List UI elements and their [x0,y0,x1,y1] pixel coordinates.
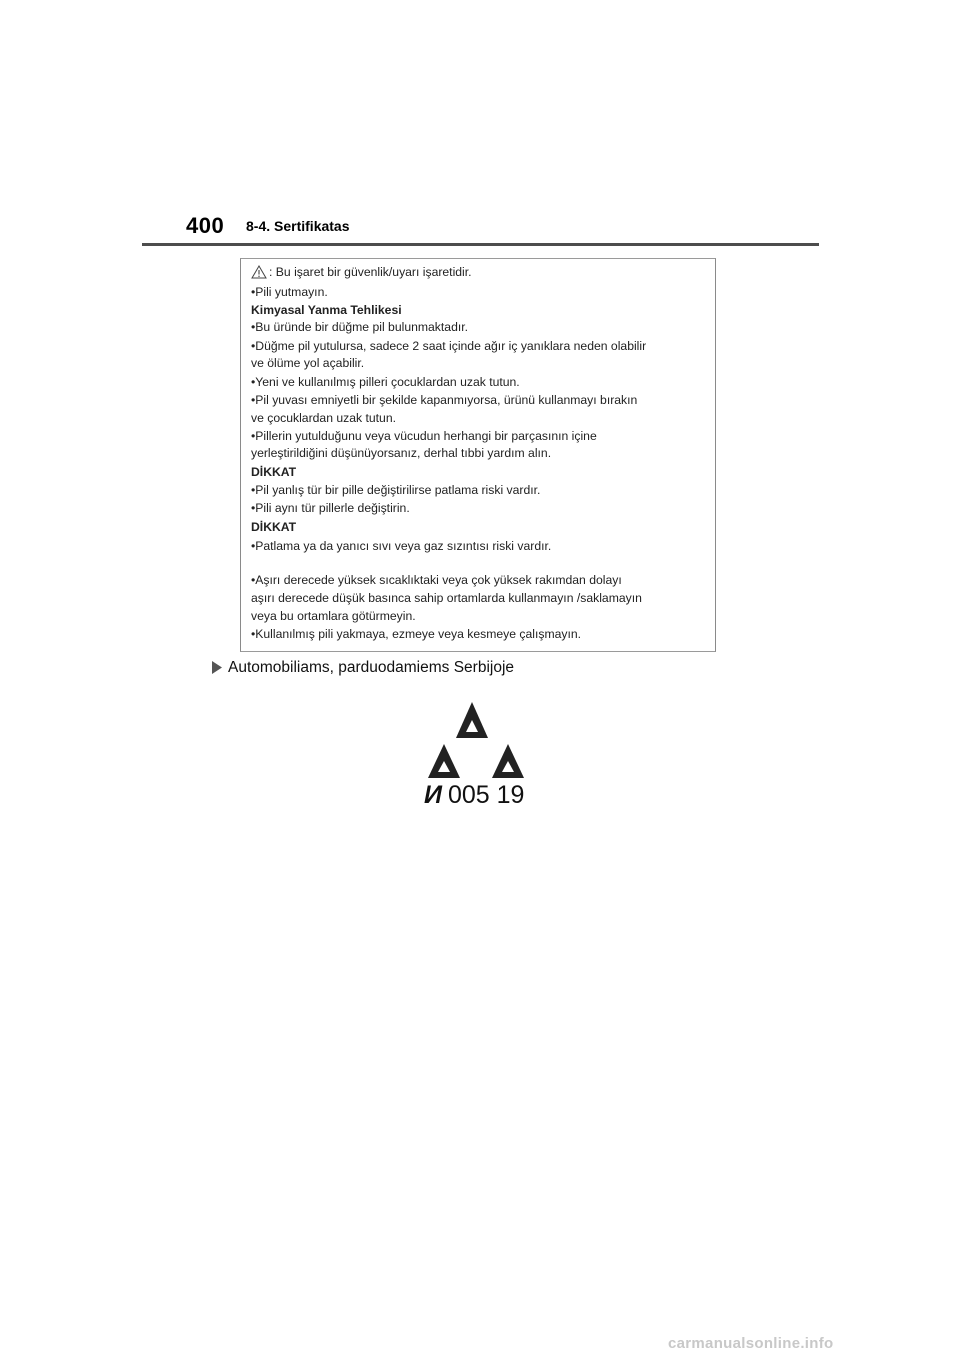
warning-triangle-icon [251,265,267,279]
certification-letter: И [424,781,442,809]
label-line: yerleştirildiğini düşünüyorsanız, derhal tıbbi yardım alın. [251,446,552,460]
label-line: aşırı derecede düşük basınca sahip ortamlarda kullanmayın /saklamayın [251,591,642,605]
label-line: •Pillerin yutulduğunu veya vücudun herhangi bir parçasının içine [251,429,597,443]
label-line: DİKKAT [251,520,297,534]
label-line: •Kullanılmış pili yakmaya, ezmeye veya kesmeye çalışmayın. [251,627,582,641]
label-line: •Aşırı derecede yüksek sıcaklıktaki veya çok yüksek rakımdan dolayı [251,573,622,587]
certification-number: 005 19 [447,781,525,809]
certification-code [424,781,524,810]
label-line: •Pil yuvası emniyetli bir şekilde kapanmıyorsa, ürünü kullanmayı bırakın [251,393,638,407]
section-title: 8-4. Sertifikatas [246,218,350,234]
label-line: •Pil yanlış tür bir pille değiştirilirse patlama riski vardır. [251,483,541,497]
label-line: •Pili yutmayın. [251,285,328,299]
label-line: ve çocuklardan uzak tutun. [251,411,396,425]
label-line: Kimyasal Yanma Tehlikesi [251,303,402,317]
label-line: •Pili aynı tür pillerle değiştirin. [251,501,410,515]
label-line: veya bu ortamlara götürmeyin. [251,609,416,623]
serbian-triangle-mark-icon [425,698,537,784]
label-line: •Düğme pil yutulursa, sadece 2 saat içinde ağır iç yanıklara neden olabilir [251,339,647,353]
label-line: •Patlama ya da yanıcı sıvı veya gaz sızıntısı riski vardır. [251,539,552,553]
page-number: 400 [186,213,225,238]
section-heading: Automobiliams, parduodamiems Serbijoje [228,659,515,676]
label-line: ve ölüme yol açabilir. [251,356,365,370]
label-line: DİKKAT [251,465,297,479]
watermark: carmanualsonline.info [668,1335,834,1352]
header-divider [142,243,819,246]
label-line: : Bu işaret bir güvenlik/uyarı işaretidir. [269,265,472,279]
label-line: •Yeni ve kullanılmış pilleri çocuklardan uzak tutun. [251,375,520,389]
label-line: •Bu üründe bir düğme pil bulunmaktadır. [251,320,468,334]
triangle-bullet-icon [211,661,222,674]
